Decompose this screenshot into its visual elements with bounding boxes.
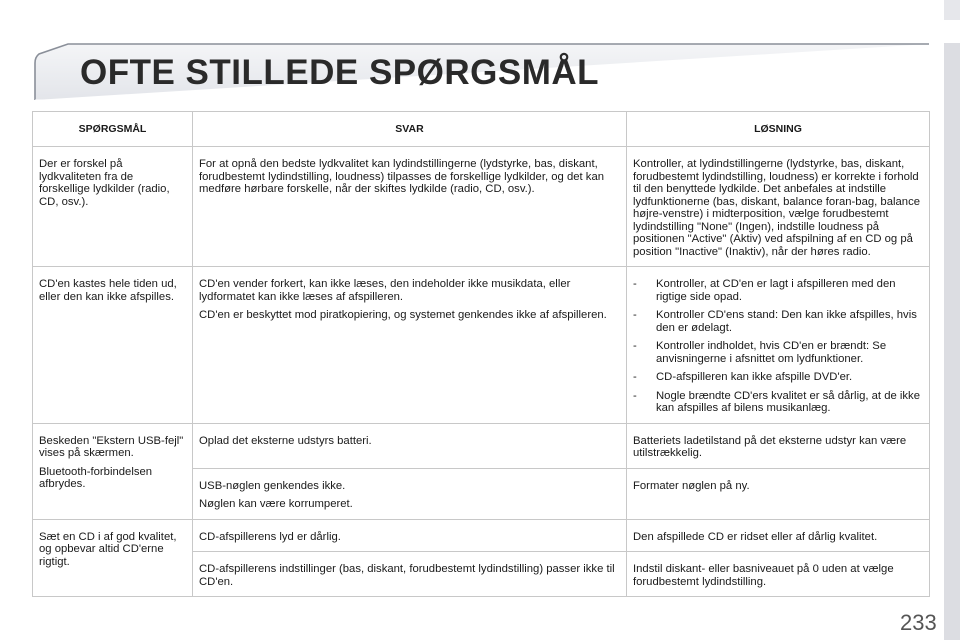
cell-paragraph: Der er forskel på lydkvaliteten fra de forskellige lydkilder (radio, CD, osv.).	[39, 158, 170, 208]
question-cell	[33, 519, 193, 597]
cell-paragraph: Batteriets ladetilstand på det eksterne udstyr kan være utilstrækkelig.	[633, 434, 907, 459]
cell-paragraph: CD-afspillerens indstillinger (bas, diskant, forudbestemt lydindstilling) passer ikke til CD'en.	[199, 563, 615, 588]
dash-bullet-icon: -	[633, 389, 637, 402]
table-row	[33, 267, 930, 424]
question-cell	[33, 423, 193, 519]
dash-bullet-icon: -	[633, 278, 637, 290]
solution-cell	[627, 552, 930, 597]
table-row	[33, 147, 930, 267]
cell-paragraph: Nøglen kan være korrumperet.	[199, 498, 353, 510]
cell-paragraph: Beskeden "Ekstern USB-fejl" vises på skærmen.	[39, 434, 184, 459]
bullet-text: Kontroller indholdet, hvis CD'en er brændt: Se anvisningerne i afsnittet om lydfunktioner.	[656, 340, 887, 365]
question-cell	[33, 267, 193, 424]
cell-paragraph: CD'en kastes hele tiden ud, eller den kan ikke afspilles.	[39, 278, 177, 303]
solution-bullet	[633, 309, 923, 334]
side-strip-top	[944, 0, 960, 20]
bullet-text: Kontroller CD'ens stand: Den kan ikke afspilles, hvis den er ødelagt.	[656, 309, 917, 334]
question-cell	[33, 147, 193, 267]
cell-paragraph: CD'en er beskyttet mod piratkopiering, og systemet genkendes ikke af afspilleren.	[199, 309, 607, 321]
table-row	[33, 423, 930, 468]
solution-bullet	[633, 390, 923, 415]
cell-paragraph: Indstil diskant- eller basniveauet på 0 uden at vælge forudbestemt lydindstilling.	[633, 563, 894, 588]
answer-cell	[193, 423, 627, 468]
answer-cell	[193, 468, 627, 519]
solution-bullet	[633, 278, 923, 303]
solution-cell	[627, 468, 930, 519]
answer-cell	[193, 267, 627, 424]
solution-bullet	[633, 340, 923, 365]
cell-paragraph: Oplad det eksterne udstyrs batteri.	[199, 434, 372, 447]
side-margin-strip	[944, 43, 960, 640]
cell-paragraph: Den afspillede CD er ridset eller af dårlig kvalitet.	[633, 530, 878, 543]
table-header-row	[33, 112, 930, 147]
bullet-text: CD-afspilleren kan ikke afspille DVD'er.	[656, 371, 853, 383]
cell-paragraph: Bluetooth-forbindelsen afbrydes.	[39, 465, 153, 490]
answer-cell	[193, 147, 627, 267]
answer-cell	[193, 519, 627, 552]
table-row	[33, 519, 930, 552]
column-header: SVAR	[193, 112, 627, 147]
solution-cell	[627, 423, 930, 468]
cell-paragraph: Sæt en CD i af god kvalitet, og opbevar altid CD'erne rigtigt.	[39, 530, 177, 568]
cell-paragraph: Formater nøglen på ny.	[633, 479, 750, 492]
dash-bullet-icon: -	[633, 309, 637, 321]
column-header: LØSNING	[627, 112, 930, 147]
solution-cell	[627, 267, 930, 424]
cell-paragraph: CD'en vender forkert, kan ikke læses, den indeholder ikke musikdata, eller lydformatet kan ikke læses af afspilleren.	[199, 278, 571, 303]
bullet-text: Nogle brændte CD'ers kvalitet er så dårlig, at de ikke kan afspilles af bilens musikanlæg.	[656, 389, 920, 414]
cell-paragraph: For at opnå den bedste lydkvalitet kan lydindstillingerne (lydstyrke, bas, diskant, forudbestemt lydindstilling, loudness) tilpasses de forskellige lydkilder, og det kan medføre hørbare forskelle, når der skiftes lydkilde (radio, CD, osv.).	[199, 158, 605, 195]
dash-bullet-icon: -	[633, 340, 637, 352]
cell-paragraph: Kontroller, at lydindstillingerne (lydstyrke, bas, diskant, forudbestemt lydindstilling, loudness) er korrekte i forhold til den benyttede lydkilde. Det anbefales at indstille lydfunktionerne (bas, diskant, balance foran-bag, balance højre-venstre) i midterposition, vælge forudbestemt lydindstilling "None" (Ingen), indstille loudness på positionen "Active" (Aktiv) ved afspilning af en CD og på position "Inactive" (Inaktiv), når der høres radio.	[633, 158, 921, 258]
bullet-text: Kontroller, at CD'en er lagt i afspilleren med den rigtige side opad.	[656, 278, 896, 303]
answer-cell	[193, 552, 627, 597]
page-number: 233	[900, 610, 937, 635]
cell-paragraph: CD-afspillerens lyd er dårlig.	[199, 530, 341, 543]
page-title: OFTE STILLEDE SPØRGSMÅL	[80, 53, 600, 92]
table-body	[33, 147, 930, 597]
solution-bullet	[633, 371, 923, 384]
solution-cell	[627, 519, 930, 552]
cell-paragraph: USB-nøglen genkendes ikke.	[199, 479, 346, 492]
column-header: SPØRGSMÅL	[33, 112, 193, 147]
dash-bullet-icon: -	[633, 371, 637, 383]
solution-cell	[627, 147, 930, 267]
faq-table	[32, 111, 930, 597]
